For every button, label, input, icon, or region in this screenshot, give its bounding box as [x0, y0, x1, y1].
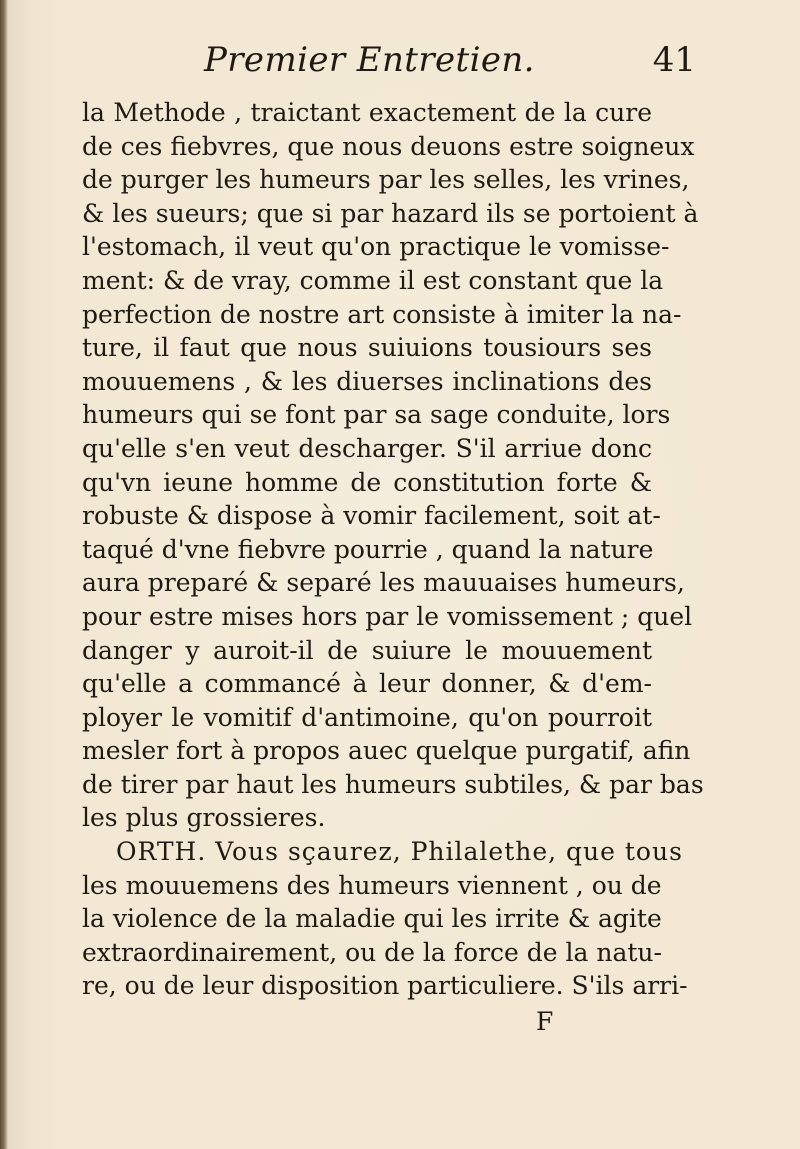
text-line-16: pour estre mises hors par le vomissement ; quel: [82, 601, 693, 631]
text-line-18: qu'elle a commancé à leur donner, & d'em-: [82, 669, 652, 699]
running-title: Premier Entretien.: [204, 40, 535, 80]
text-line-3: de purger les humeurs par les selles, les vrines,: [82, 165, 690, 195]
text-line-5: l'estomach, il veut qu'on practique le vomisse-: [82, 232, 670, 262]
text-line-12: qu'vn ieune homme de constitution forte &: [82, 467, 652, 497]
text-line-13: robuste & dispose à vomir facilement, soit at-: [82, 501, 661, 531]
text-line-27: re, ou de leur disposition particuliere. S'ils arri-: [82, 971, 688, 1001]
text-line-8: ture, il faut que nous suiuions tousiours ses: [82, 333, 652, 363]
body-text: [82, 96, 704, 1003]
text-line-26: extraordinairement, ou de la force de la natu-: [82, 937, 662, 967]
text-line-9: mouuemens , & les diuerses inclinations des: [82, 366, 652, 396]
text-line-10: humeurs qui se font par sa sage conduite, lors: [82, 400, 671, 430]
text-line-6: ment: & de vray, comme il est constant que la: [82, 265, 664, 295]
text-line-2: de ces fiebvres, que nous deuons estre soigneux: [82, 131, 695, 161]
text-line-14: taqué d'vne fiebvre pourrie , quand la nature: [82, 534, 654, 564]
catchword: F: [536, 1007, 554, 1036]
text-line-17: danger y auroit-il de suiure le mouuement: [82, 635, 652, 665]
page-gutter-shadow: [0, 0, 8, 1149]
page-number: 41: [652, 40, 696, 80]
text-line-22: les plus grossieres.: [82, 803, 326, 833]
text-line-19: ployer le vomitif d'antimoine, qu'on pourroit: [82, 702, 652, 732]
running-head: [82, 40, 696, 90]
text-line-15: aura preparé & separé les mauuaises humeurs,: [82, 568, 685, 598]
text-line-25: la violence de la maladie qui les irrite & agite: [82, 904, 662, 934]
text-line-23: ORTH. Vous sçaurez, Philalethe, que tous: [116, 837, 683, 867]
text-line-21: de tirer par haut les humeurs subtiles, & par bas: [82, 769, 704, 799]
text-line-7: perfection de nostre art consiste à imiter la na-: [82, 299, 682, 329]
text-line-1: la Methode , traictant exactement de la cure: [82, 98, 652, 127]
text-line-24: les mouuemens des humeurs viennent , ou de: [82, 870, 662, 900]
text-line-11: qu'elle s'en veut descharger. S'il arriue donc: [82, 433, 652, 463]
text-line-4: & les sueurs; que si par hazard ils se portoient à: [82, 198, 699, 228]
text-line-20: mesler fort à propos auec quelque purgatif, afin: [82, 736, 691, 766]
